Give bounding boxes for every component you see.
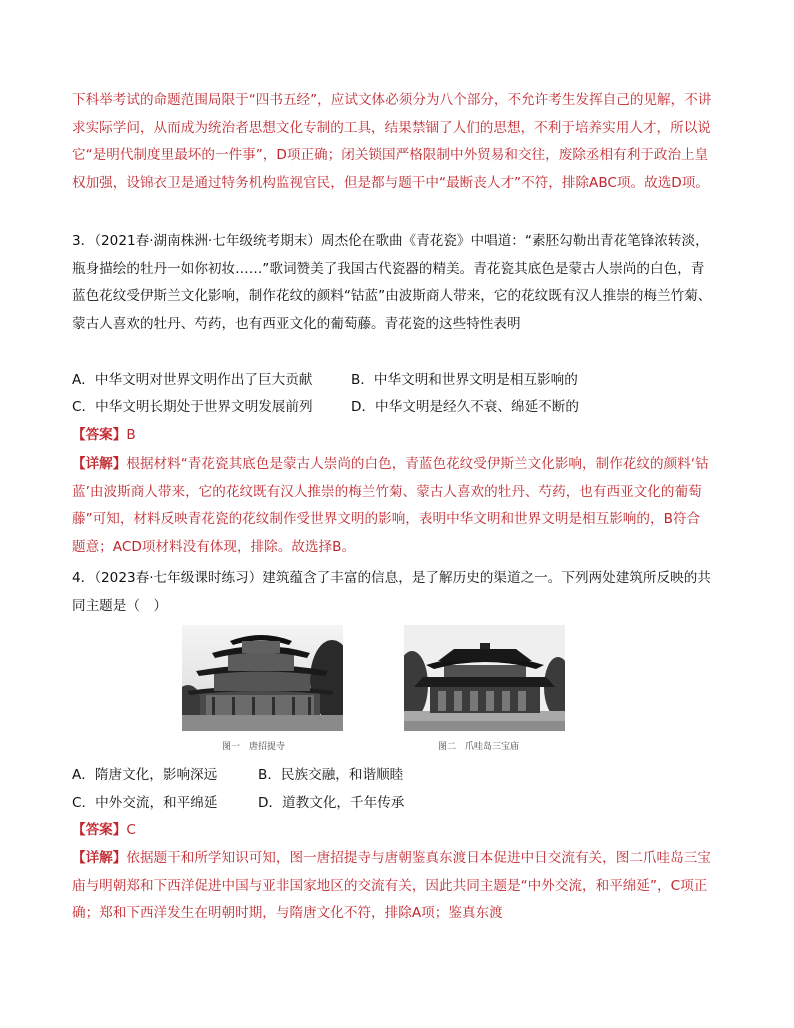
previous-explanation-text: 下科举考试的命题范围局限于“四书五经”，应试文体必须分为八个部分，不允许考生发挥自己的见解，不讲求实际学问，从而成为统治者思想文化专制的工具，结果禁锢了人们的思想，不利于培养实用人才，所以说它“是明代制度里最坏的一件事”，D项正确；闭关锁国严格限制中外贸易和交往，废除丞相有利于政治上皇权加强，设锦衣卫是通过特务机构监视官民，但是都与题干中“最断丧人才”不符，排除ABC项。故选D项。	[72, 92, 712, 191]
q4-answer	[72, 820, 136, 840]
q4-option-d: D．道教文化，千年传承	[258, 795, 405, 811]
q3-answer	[72, 425, 136, 445]
explain-label: 【详解】	[72, 456, 127, 472]
q4-explanation	[72, 845, 712, 928]
question-4-stem	[72, 565, 712, 620]
q3-option-b: B．中华文明和世界文明是相互影响的	[351, 372, 578, 388]
q4-option-c: C．中外交流，和平绵延	[72, 795, 218, 811]
explain-text: 依据题干和所学知识可知，图一唐招提寺与唐朝鉴真东渡日本促进中日交流有关，图二爪哇岛三宝庙与明朝郑和下西洋促进中国与亚非国家地区的交流有关，因此共同主题是“中外交流，和平绵延”，C项正确；郑和下西洋发生在明朝时期，与隋唐文化不符，排除A项；鉴真东渡	[72, 850, 711, 922]
answer-label: 【答案】	[72, 427, 127, 443]
answer-value: C	[126, 822, 136, 838]
explain-label: 【详解】	[72, 850, 127, 866]
previous-explanation	[72, 87, 712, 197]
question-4-text: 4．（2023春·七年级课时练习）建筑蕴含了丰富的信息，是了解历史的渠道之一。下列两处建筑所反映的共同主题是（ ）	[72, 570, 711, 614]
figure-1-caption: 图一 唐招提寺	[222, 742, 286, 752]
q3-option-a: A．中华文明对世界文明作出了巨大贡献	[72, 372, 313, 388]
temple-illustration-1	[182, 625, 343, 731]
temple-illustration-2	[404, 625, 565, 731]
figure-2-caption: 图二 爪哇岛三宝庙	[438, 742, 520, 752]
q4-option-a: A．隋唐文化，影响深远	[72, 767, 218, 783]
q3-option-d: D．中华文明是经久不衰、绵延不断的	[351, 399, 579, 415]
answer-label: 【答案】	[72, 822, 127, 838]
q3-option-c: C．中华文明长期处于世界文明发展前列	[72, 399, 313, 415]
explain-text: 根据材料“青花瓷其底色是蒙古人崇尚的白色，青蓝色花纹受伊斯兰文化影响，制作花纹的颜料‘钴蓝’由波斯商人带来，它的花纹既有汉人推崇的梅兰竹菊、蒙古人喜欢的牡丹、芍药，也有西亚文化的葡萄藤”可知，材料反映青花瓷的花纹制作受世界文明的影响，表明中华文明和世界文明是相互影响的，B符合题意；ACD项材料没有体现，排除。故选择B。	[72, 456, 709, 555]
question-3-text: 3．（2021春·湖南株洲·七年级统考期末）周杰伦在歌曲《青花瓷》中唱道：“素胚勾勒出青花笔锋浓转淡，瓶身描绘的牡丹一如你初妆……”歌词赞美了我国古代瓷器的精美。青花瓷其底色是蒙古人崇尚的白色，青蓝色花纹受伊斯兰文化影响，制作花纹的颜料“钴蓝”由波斯商人带来，它的花纹既有汉人推崇的梅兰竹菊、蒙古人喜欢的牡丹、芍药，也有西亚文化的葡萄藤。青花瓷的这些特性表明	[72, 233, 712, 332]
answer-value: B	[126, 427, 136, 443]
q4-option-b: B．民族交融，和谐顺睦	[258, 767, 404, 783]
question-3-stem	[72, 228, 712, 338]
figure-2-photo	[404, 625, 565, 731]
figure-1-photo	[182, 625, 343, 731]
q3-explanation	[72, 451, 712, 561]
